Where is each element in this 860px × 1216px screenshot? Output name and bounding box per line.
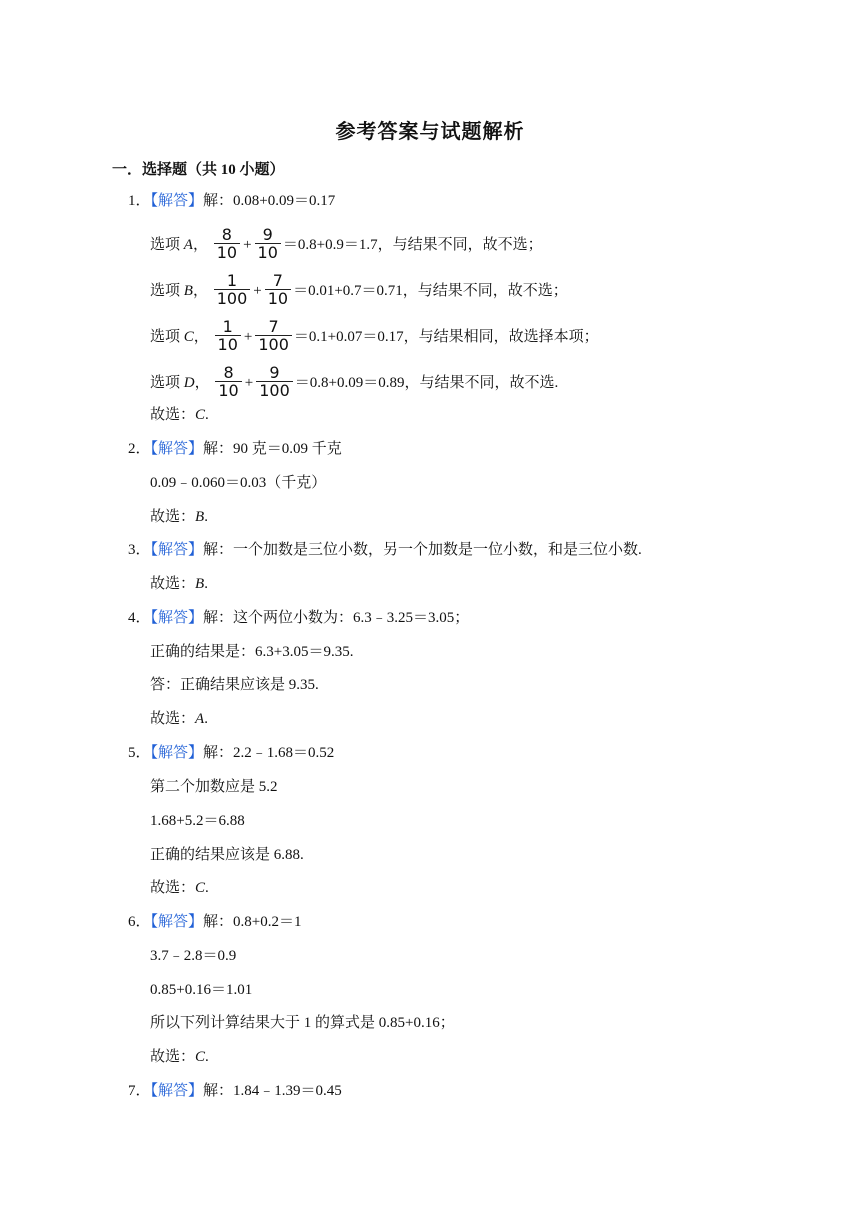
denominator: 10 [217,335,238,354]
option-letter: D [183,374,195,391]
question-number: 7． [128,1083,151,1099]
period: . [204,509,208,525]
fraction [265,272,291,307]
answer-label: 故选： [150,407,196,423]
plus-sign: + [243,328,253,345]
question-number: 2． [128,441,151,457]
fraction [214,272,251,307]
option-prefix: 选项 [150,236,184,253]
question-5-head [128,743,334,763]
solution-text: 解：这个两位小数为：6.3﹣3.25＝3.05； [203,610,470,626]
comma: ， [193,328,209,345]
fraction [255,318,292,353]
question-1-head [128,191,335,211]
comma: ， [194,374,210,391]
plus-sign: + [253,282,262,299]
solution-line: 0.09﹣0.060＝0.03（千克） [150,475,327,491]
answer-letter: A [195,711,205,727]
answer-line [150,1047,209,1067]
answer-letter: B [195,576,205,592]
answer-letter: C [195,407,206,423]
option-result: ＝0.8+0.09＝0.89，与结果不同，故不选. [294,374,559,391]
option-result: ＝0.1+0.07＝0.17，与结果相同，故选择本项； [293,328,599,345]
fraction [215,318,241,353]
solution-text: 解：2.2﹣1.68＝0.52 [203,745,335,761]
solution-text: 解：0.08+0.09＝0.17 [203,193,336,209]
numerator: 1 [215,318,241,336]
question-6-head [128,912,302,932]
section-heading: 一．选择题（共 10 小题） [112,162,285,178]
plus-sign: + [243,236,252,253]
answer-tag: 【解答】 [150,610,204,626]
page-title: 参考答案与试题解析 [335,121,525,143]
answer-label: 故选： [150,576,196,592]
solution-line: 正确的结果应该是 6.88. [150,847,304,863]
solution-text: 解：90 克＝0.09 千克 [203,441,342,457]
numerator: 9 [256,364,293,382]
option-result: ＝0.01+0.7＝0.71，与结果不同，故不选； [293,282,568,299]
period: . [205,407,209,423]
answer-letter: B [195,509,205,525]
question-4-head [128,608,469,628]
option-d-line [150,363,559,401]
numerator: 9 [255,226,281,244]
comma: ， [192,282,208,299]
denominator: 100 [258,335,289,354]
solution-text: 解：一个加数是三位小数，另一个加数是一位小数，和是三位小数. [203,542,642,558]
denominator: 10 [257,243,278,262]
solution-line: 所以下列计算结果大于 1 的算式是 0.85+0.16； [150,1015,455,1031]
question-number: 5． [128,745,151,761]
solution-line: 1.68+5.2＝6.88 [150,813,245,829]
answer-tag: 【解答】 [150,1083,204,1099]
denominator: 100 [216,289,248,308]
answer-tag: 【解答】 [150,542,204,558]
denominator: 10 [218,381,239,400]
numerator: 8 [215,364,241,382]
plus-sign: + [244,374,254,391]
period: . [204,711,208,727]
solution-line: 第二个加数应是 5.2 [150,779,278,795]
answer-line [150,878,209,898]
solution-text: 解：0.8+0.2＝1 [203,914,302,930]
denominator: 10 [267,289,289,308]
option-prefix: 选项 [150,374,184,391]
answer-tag: 【解答】 [150,745,204,761]
denominator: 100 [259,381,290,400]
answer-tag: 【解答】 [150,914,204,930]
option-a-line [150,225,543,263]
option-c-line [150,317,599,355]
answer-label: 故选： [150,509,196,525]
solution-line: 正确的结果是：6.3+3.05＝9.35. [150,644,354,660]
question-number: 4． [128,610,151,626]
answer-letter: C [195,1049,206,1065]
option-letter: C [183,328,194,345]
answer-line [150,405,209,425]
period: . [205,880,209,896]
option-result: ＝0.8+0.9＝1.7，与结果不同，故不选； [282,236,543,253]
numerator: 7 [255,318,292,336]
option-prefix: 选项 [150,282,184,299]
option-letter: A [183,236,193,253]
comma: ， [192,236,208,253]
solution-line: 答：正确结果应该是 9.35. [150,677,319,693]
question-number: 6． [128,914,151,930]
question-7-head [128,1081,342,1101]
period: . [204,576,208,592]
fraction [256,364,293,399]
option-b-line [150,271,568,309]
answer-tag: 【解答】 [150,193,204,209]
solution-text: 解：1.84﹣1.39＝0.45 [203,1083,342,1099]
denominator: 10 [216,243,238,262]
question-number: 3． [128,542,151,558]
answer-line [150,574,208,594]
answer-letter: C [195,880,206,896]
solution-line: 0.85+0.16＝1.01 [150,982,253,998]
question-3-head [128,540,642,560]
answer-line [150,507,208,527]
period: . [205,1049,209,1065]
numerator: 1 [214,272,251,290]
answer-label: 故选： [150,711,196,727]
fraction [255,226,281,261]
numerator: 7 [265,272,291,290]
fraction [214,226,240,261]
solution-line: 3.7﹣2.8＝0.9 [150,948,237,964]
numerator: 8 [214,226,240,244]
answer-tag: 【解答】 [150,441,204,457]
option-prefix: 选项 [150,328,184,345]
answer-label: 故选： [150,880,196,896]
question-2-head [128,439,342,459]
option-letter: B [183,282,193,299]
question-number: 1． [128,193,151,209]
fraction [215,364,241,399]
answer-line [150,709,208,729]
answer-label: 故选： [150,1049,196,1065]
